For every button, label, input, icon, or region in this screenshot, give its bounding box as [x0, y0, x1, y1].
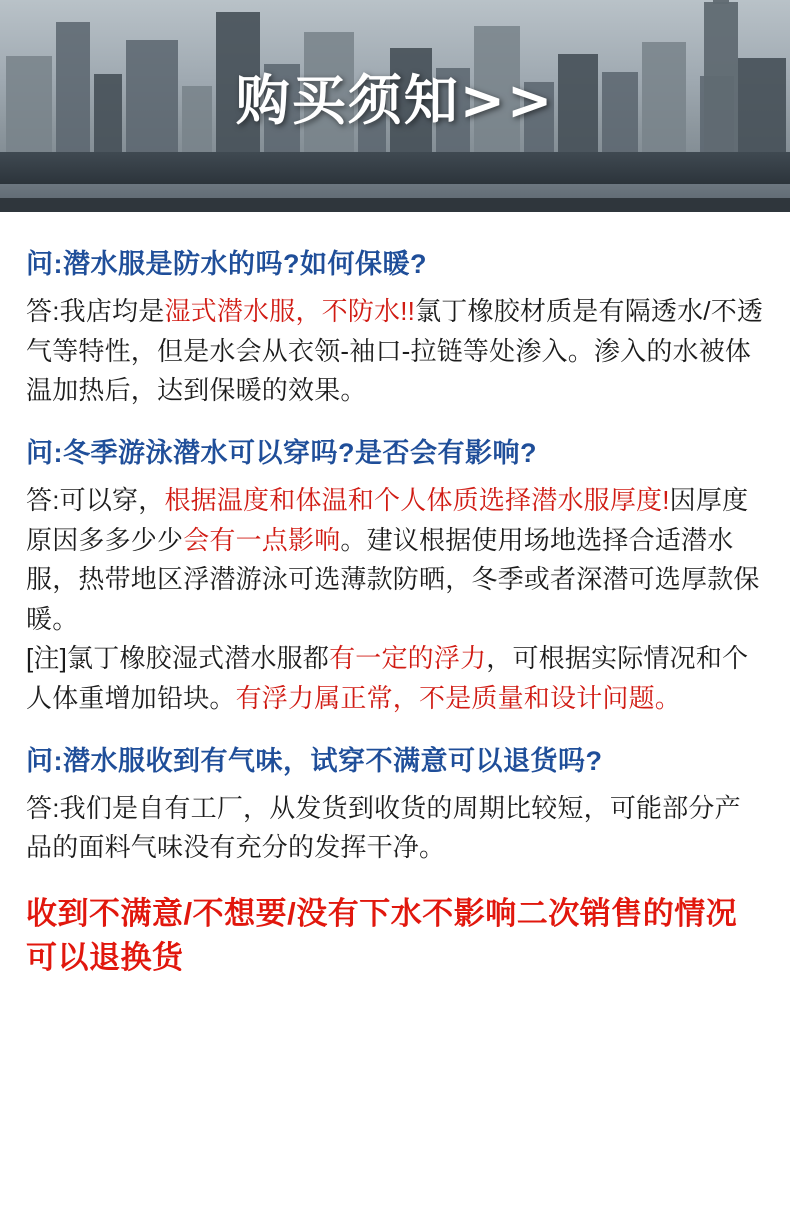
answer-segment-highlight: 有一定的浮力 — [329, 643, 487, 674]
answer-segment-highlight: 根据温度和体温和个人体质选择潜水服厚度! — [164, 485, 670, 516]
answer-segment: 。建议根据使用场地选择合适潜水服，热带地区浮潜游泳可选薄款防晒，冬季或者深潜可选厚款保暖。 — [26, 524, 760, 634]
faq-question: 问:潜水服收到有气味，试穿不满意可以退货吗? — [26, 745, 603, 776]
faq-answer — [26, 292, 764, 411]
waterfront-pier — [0, 152, 790, 184]
faq-answer — [26, 789, 764, 868]
return-policy-note: 收到不满意/不想要/没有下水不影响二次销售的情况可以退换货 — [26, 895, 738, 975]
faq-content — [0, 212, 790, 980]
answer-segment: ，可根据实际情况和个人体重增加铅块。 — [26, 643, 749, 713]
hero-banner — [0, 0, 790, 212]
faq-item — [26, 435, 764, 719]
answer-segment: 因厚度原因多多少少 — [26, 485, 749, 555]
faq-answer — [26, 481, 764, 718]
answer-segment-highlight: 会有一点影响 — [183, 524, 341, 555]
faq-item — [26, 743, 764, 868]
answer-segment-highlight: 有浮力属正常，不是质量和设计问题。 — [235, 683, 682, 713]
answer-segment: 答:可以穿， — [26, 485, 165, 516]
answer-segment: 答:我们是自有工厂，从发货到收货的周期比较短，可能部分产品的面料气味没有充分的发挥干净。 — [26, 792, 741, 863]
answer-segment: 答:我店均是 — [26, 296, 165, 327]
faq-question: 问:潜水服是防水的吗?如何保暖? — [26, 249, 427, 279]
banner-bottom-strip — [0, 198, 790, 212]
answer-segment: 氯丁橡胶材质是有隔透水/不透气等特性，但是水会从衣领-袖口-拉链等处渗入。渗入的水被体温加热后，达到保暖的效果。 — [26, 296, 764, 406]
faq-item — [26, 246, 764, 411]
answer-segment-highlight: 湿式潜水服，不防水!! — [164, 296, 416, 327]
answer-segment: [注]氯丁橡胶湿式潜水服都 — [26, 643, 330, 674]
faq-question: 问:冬季游泳潜水可以穿吗?是否会有影响? — [26, 437, 537, 468]
banner-title: 购买须知>> — [235, 69, 555, 132]
